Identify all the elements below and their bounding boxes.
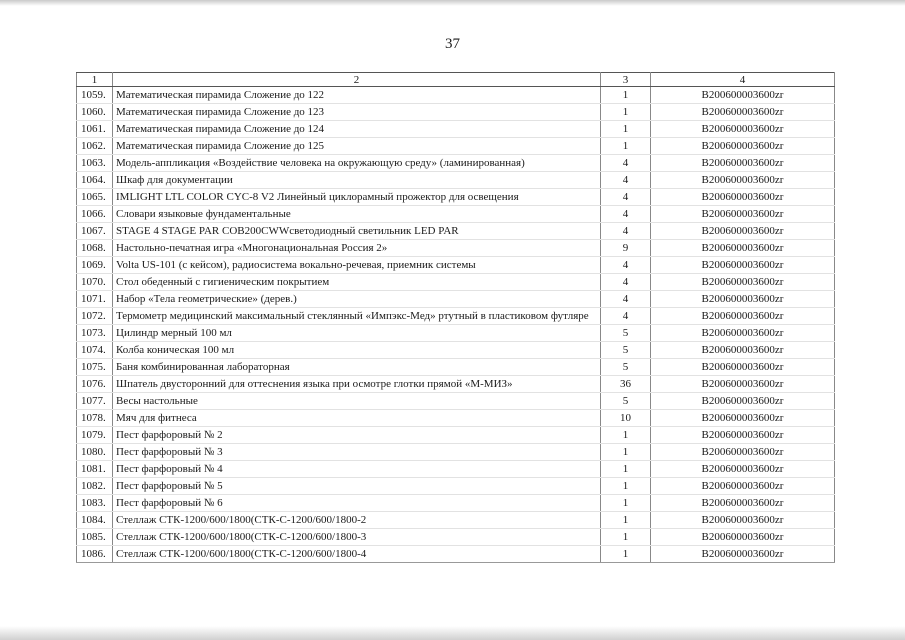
item-name-cell: Весы настольные: [113, 393, 601, 410]
row-number-cell: 1080.: [77, 444, 113, 461]
table-row: [77, 257, 835, 274]
row-number-cell: 1081.: [77, 461, 113, 478]
quantity-cell: 1: [601, 512, 651, 529]
inventory-code-cell: B200600003600zr: [651, 138, 835, 155]
quantity-cell: 5: [601, 359, 651, 376]
table-row: [77, 529, 835, 546]
inventory-code-cell: B200600003600zr: [651, 529, 835, 546]
column-header-number: 1: [77, 73, 113, 87]
column-header-code: 4: [651, 73, 835, 87]
row-number-cell: 1077.: [77, 393, 113, 410]
quantity-cell: 4: [601, 172, 651, 189]
quantity-cell: 1: [601, 121, 651, 138]
page-number: 37: [445, 36, 460, 52]
inventory-code-cell: B200600003600zr: [651, 206, 835, 223]
row-number-cell: 1062.: [77, 138, 113, 155]
table-row: [77, 206, 835, 223]
row-number-cell: 1066.: [77, 206, 113, 223]
quantity-cell: 4: [601, 223, 651, 240]
quantity-cell: 5: [601, 325, 651, 342]
inventory-code-cell: B200600003600zr: [651, 87, 835, 104]
quantity-cell: 1: [601, 427, 651, 444]
quantity-cell: 1: [601, 478, 651, 495]
row-number-cell: 1064.: [77, 172, 113, 189]
item-name-cell: Пест фарфоровый № 5: [113, 478, 601, 495]
quantity-cell: 4: [601, 206, 651, 223]
quantity-cell: 4: [601, 155, 651, 172]
table-row: [77, 325, 835, 342]
row-number-cell: 1074.: [77, 342, 113, 359]
table-row: [77, 478, 835, 495]
inventory-code-cell: B200600003600zr: [651, 512, 835, 529]
row-number-cell: 1086.: [77, 546, 113, 563]
table-row: [77, 155, 835, 172]
item-name-cell: IMLIGHT LTL COLOR CYC-8 V2 Линейный циклорамный прожектор для освещения: [113, 189, 601, 206]
column-header-name: 2: [113, 73, 601, 87]
scan-edge-top: [0, 0, 905, 6]
item-name-cell: Математическая пирамида Сложение до 124: [113, 121, 601, 138]
item-name-cell: Математическая пирамида Сложение до 123: [113, 104, 601, 121]
table-row: [77, 461, 835, 478]
inventory-code-cell: B200600003600zr: [651, 393, 835, 410]
row-number-cell: 1082.: [77, 478, 113, 495]
inventory-code-cell: B200600003600zr: [651, 257, 835, 274]
table-row: [77, 359, 835, 376]
item-name-cell: Набор «Тела геометрические» (дерев.): [113, 291, 601, 308]
inventory-code-cell: B200600003600zr: [651, 104, 835, 121]
row-number-cell: 1060.: [77, 104, 113, 121]
quantity-cell: 4: [601, 291, 651, 308]
table-row: [77, 512, 835, 529]
table-header-row: [77, 73, 835, 87]
row-number-cell: 1078.: [77, 410, 113, 427]
row-number-cell: 1084.: [77, 512, 113, 529]
row-number-cell: 1072.: [77, 308, 113, 325]
table-row: [77, 291, 835, 308]
row-number-cell: 1069.: [77, 257, 113, 274]
item-name-cell: Пест фарфоровый № 6: [113, 495, 601, 512]
item-name-cell: Математическая пирамида Сложение до 122: [113, 87, 601, 104]
quantity-cell: 1: [601, 444, 651, 461]
row-number-cell: 1085.: [77, 529, 113, 546]
item-name-cell: Стеллаж СТК-1200/600/1800(СТК-С-1200/600/1800-4: [113, 546, 601, 563]
table-row: [77, 223, 835, 240]
table-row: [77, 274, 835, 291]
quantity-cell: 5: [601, 342, 651, 359]
table-row: [77, 104, 835, 121]
item-name-cell: Колба коническая 100 мл: [113, 342, 601, 359]
item-name-cell: Стол обеденный с гигиеническим покрытием: [113, 274, 601, 291]
inventory-code-cell: B200600003600zr: [651, 121, 835, 138]
item-name-cell: STAGE 4 STAGE PAR COB200CWWсветодиодный светильник LED PAR: [113, 223, 601, 240]
item-name-cell: Словари языковые фундаментальные: [113, 206, 601, 223]
inventory-table: [76, 72, 835, 563]
inventory-code-cell: B200600003600zr: [651, 308, 835, 325]
quantity-cell: 9: [601, 240, 651, 257]
item-name-cell: Математическая пирамида Сложение до 125: [113, 138, 601, 155]
row-number-cell: 1071.: [77, 291, 113, 308]
inventory-code-cell: B200600003600zr: [651, 274, 835, 291]
item-name-cell: Шпатель двусторонний для оттеснения языка при осмотре глотки прямой «М-МИЗ»: [113, 376, 601, 393]
quantity-cell: 36: [601, 376, 651, 393]
table-row: [77, 427, 835, 444]
table-row: [77, 172, 835, 189]
row-number-cell: 1065.: [77, 189, 113, 206]
table-row: [77, 189, 835, 206]
item-name-cell: Пест фарфоровый № 4: [113, 461, 601, 478]
row-number-cell: 1061.: [77, 121, 113, 138]
row-number-cell: 1068.: [77, 240, 113, 257]
quantity-cell: 4: [601, 308, 651, 325]
table-row: [77, 121, 835, 138]
item-name-cell: Стеллаж СТК-1200/600/1800(СТК-С-1200/600/1800-2: [113, 512, 601, 529]
table-row: [77, 393, 835, 410]
quantity-cell: 4: [601, 257, 651, 274]
inventory-code-cell: B200600003600zr: [651, 461, 835, 478]
inventory-code-cell: B200600003600zr: [651, 410, 835, 427]
table-row: [77, 444, 835, 461]
row-number-cell: 1073.: [77, 325, 113, 342]
table-row: [77, 342, 835, 359]
quantity-cell: 1: [601, 495, 651, 512]
inventory-code-cell: B200600003600zr: [651, 478, 835, 495]
item-name-cell: Термометр медицинский максимальный стеклянный «Импэкс-Мед» ртутный в пластиковом футляре: [113, 308, 601, 325]
quantity-cell: 1: [601, 546, 651, 563]
quantity-cell: 1: [601, 138, 651, 155]
inventory-code-cell: B200600003600zr: [651, 325, 835, 342]
inventory-code-cell: B200600003600zr: [651, 376, 835, 393]
column-header-quantity: 3: [601, 73, 651, 87]
quantity-cell: 4: [601, 274, 651, 291]
item-name-cell: Настольно-печатная игра «Многонациональная Россия 2»: [113, 240, 601, 257]
inventory-code-cell: B200600003600zr: [651, 189, 835, 206]
inventory-code-cell: B200600003600zr: [651, 427, 835, 444]
table-row: [77, 308, 835, 325]
item-name-cell: Стеллаж СТК-1200/600/1800(СТК-С-1200/600/1800-3: [113, 529, 601, 546]
inventory-code-cell: B200600003600zr: [651, 291, 835, 308]
row-number-cell: 1076.: [77, 376, 113, 393]
item-name-cell: Модель-аппликация «Воздействие человека на окружающую среду» (ламинированная): [113, 155, 601, 172]
scan-edge-bottom: [0, 626, 905, 640]
quantity-cell: 1: [601, 529, 651, 546]
inventory-code-cell: B200600003600zr: [651, 155, 835, 172]
table-row: [77, 495, 835, 512]
row-number-cell: 1063.: [77, 155, 113, 172]
item-name-cell: Шкаф для документации: [113, 172, 601, 189]
item-name-cell: Цилиндр мерный 100 мл: [113, 325, 601, 342]
inventory-code-cell: B200600003600zr: [651, 495, 835, 512]
row-number-cell: 1083.: [77, 495, 113, 512]
inventory-table-body: [77, 73, 835, 563]
row-number-cell: 1059.: [77, 87, 113, 104]
row-number-cell: 1075.: [77, 359, 113, 376]
item-name-cell: Volta US-101 (с кейсом), радиосистема вокально-речевая, приемник системы: [113, 257, 601, 274]
quantity-cell: 5: [601, 393, 651, 410]
inventory-code-cell: B200600003600zr: [651, 172, 835, 189]
table-row: [77, 546, 835, 563]
inventory-code-cell: B200600003600zr: [651, 444, 835, 461]
table-row: [77, 138, 835, 155]
quantity-cell: 4: [601, 189, 651, 206]
inventory-code-cell: B200600003600zr: [651, 240, 835, 257]
row-number-cell: 1067.: [77, 223, 113, 240]
table-row: [77, 240, 835, 257]
item-name-cell: Пест фарфоровый № 3: [113, 444, 601, 461]
quantity-cell: 10: [601, 410, 651, 427]
item-name-cell: Баня комбинированная лабораторная: [113, 359, 601, 376]
inventory-code-cell: B200600003600zr: [651, 546, 835, 563]
row-number-cell: 1079.: [77, 427, 113, 444]
quantity-cell: 1: [601, 104, 651, 121]
table-row: [77, 87, 835, 104]
table-row: [77, 376, 835, 393]
table-row: [77, 410, 835, 427]
quantity-cell: 1: [601, 87, 651, 104]
inventory-code-cell: B200600003600zr: [651, 223, 835, 240]
quantity-cell: 1: [601, 461, 651, 478]
item-name-cell: Мяч для фитнеса: [113, 410, 601, 427]
inventory-code-cell: B200600003600zr: [651, 359, 835, 376]
inventory-code-cell: B200600003600zr: [651, 342, 835, 359]
row-number-cell: 1070.: [77, 274, 113, 291]
item-name-cell: Пест фарфоровый № 2: [113, 427, 601, 444]
